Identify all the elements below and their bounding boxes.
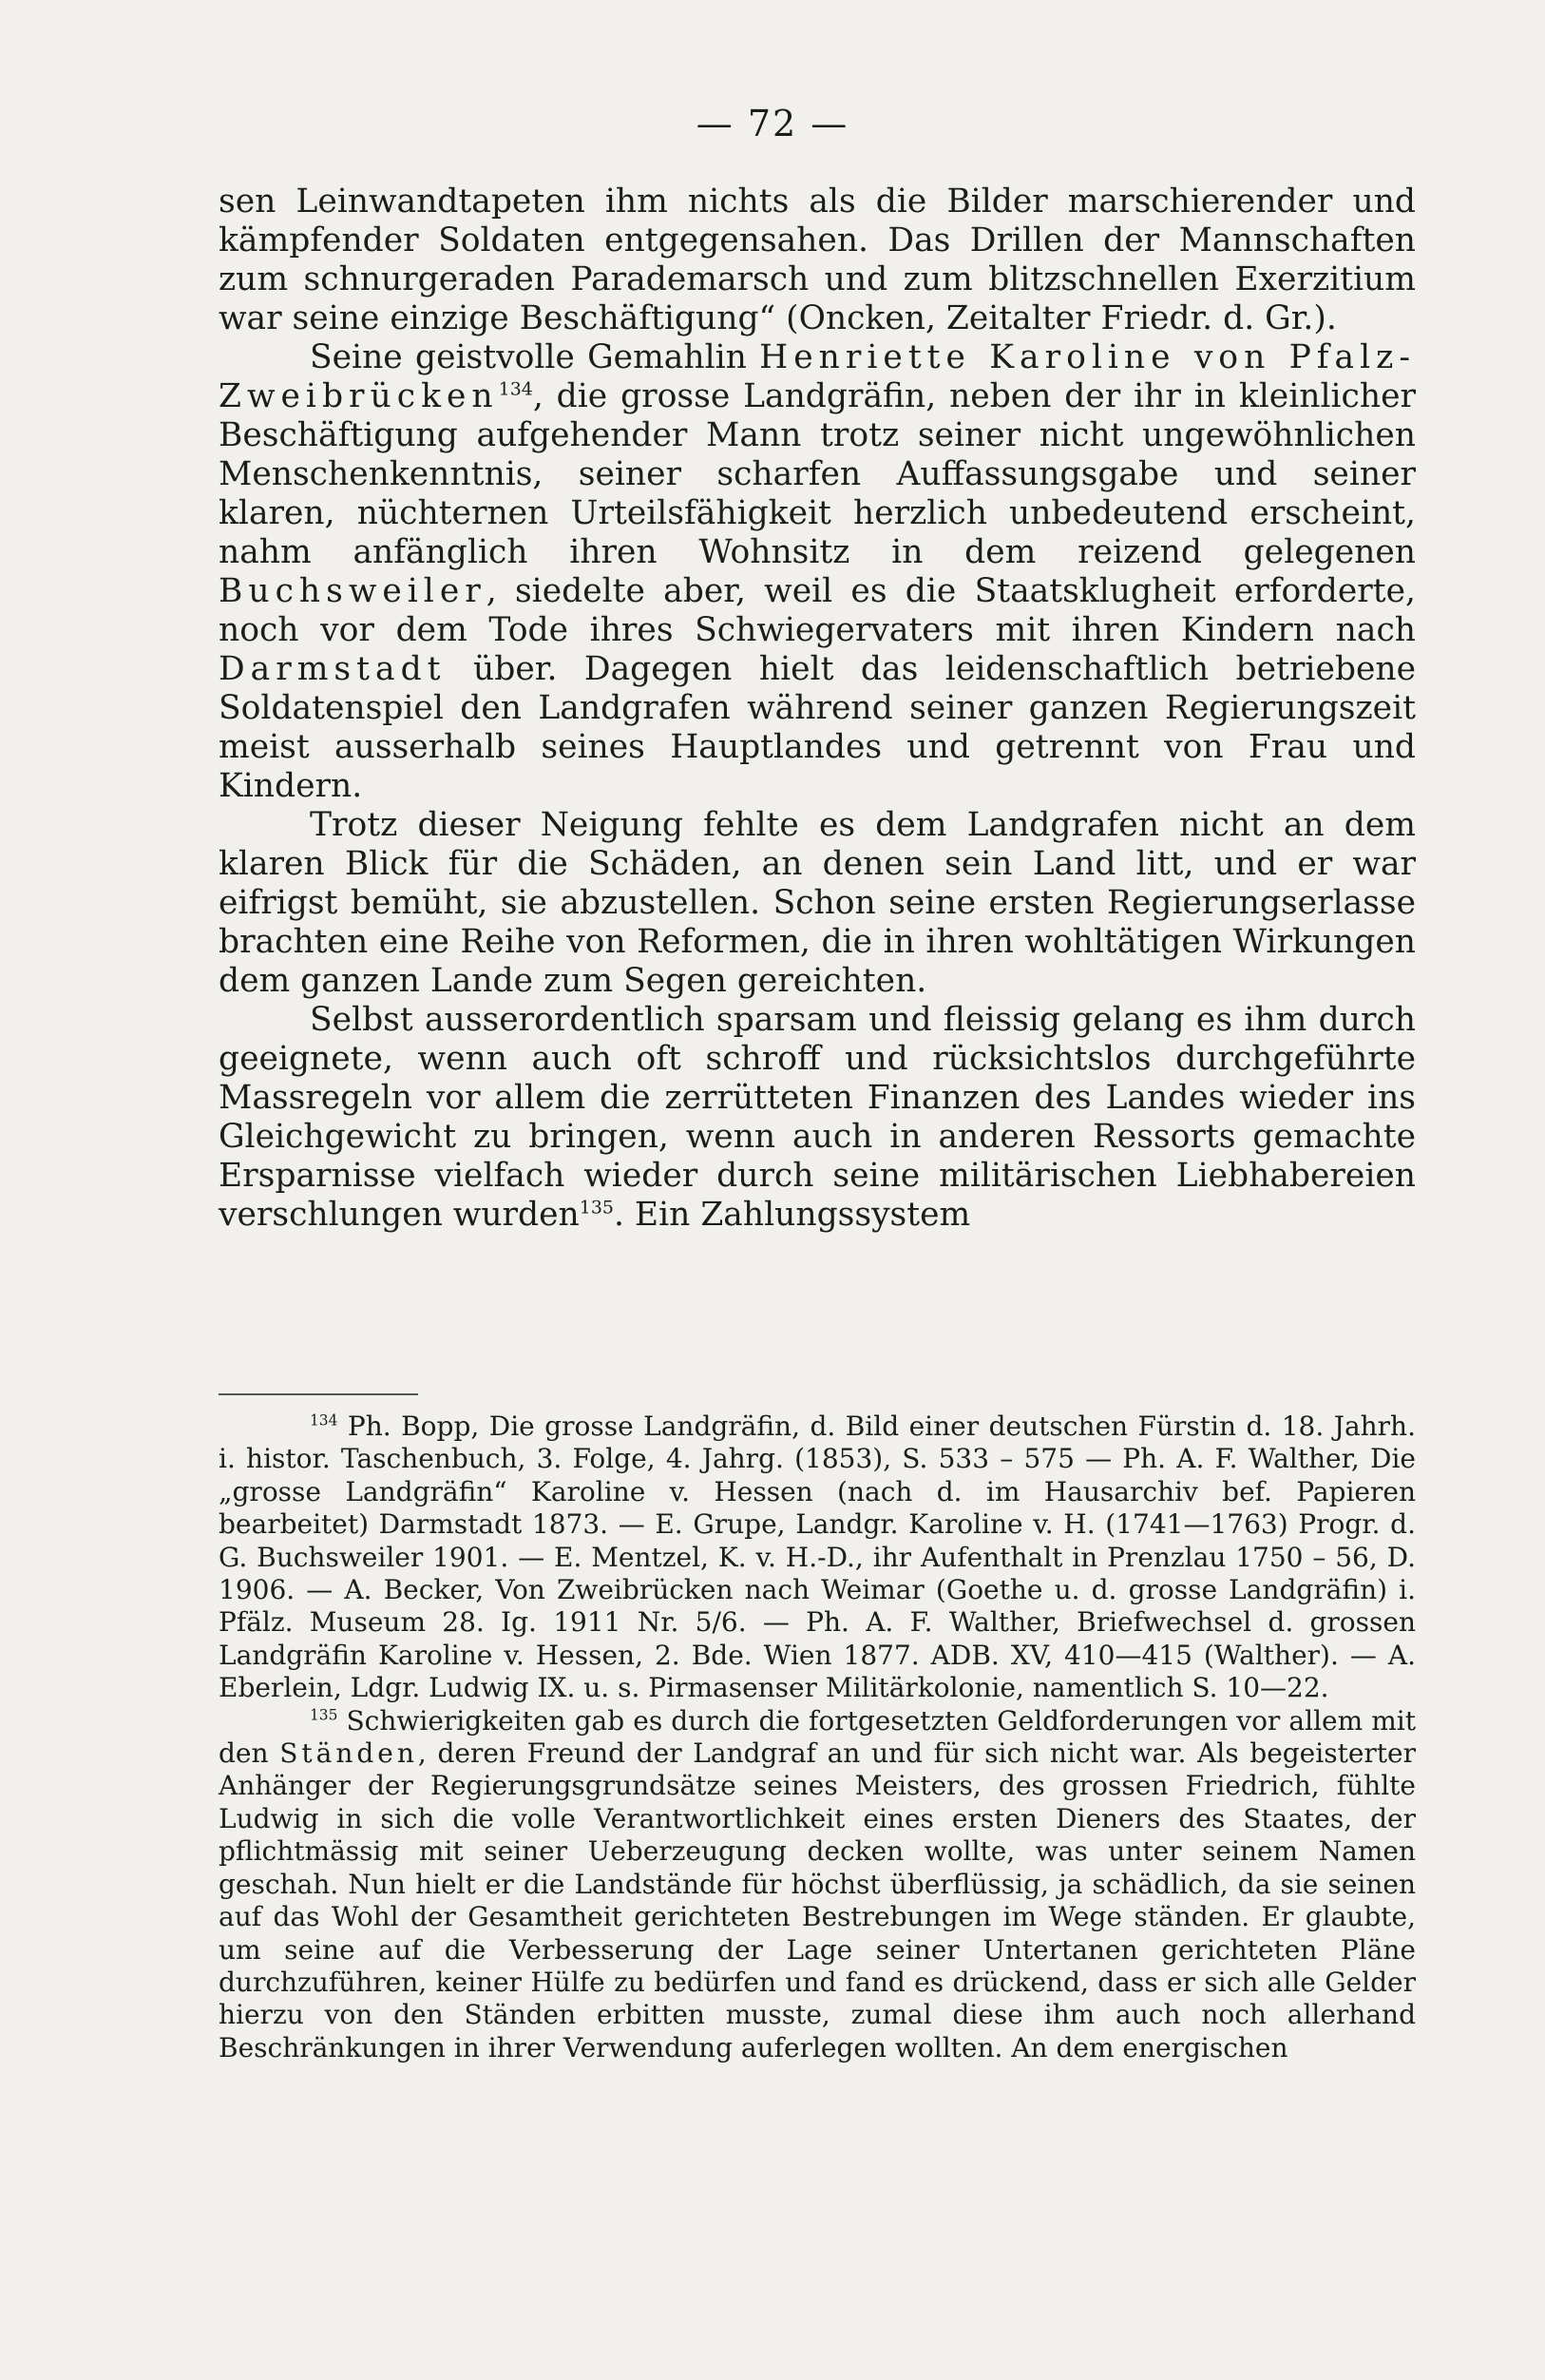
footnotes: [219, 1411, 1416, 2064]
page-number: — 72 —: [696, 103, 849, 144]
footnote-ref-134[interactable]: 134: [498, 378, 533, 400]
place-name-buchsweiler: Buchsweiler: [219, 572, 486, 610]
footnote-number-135: 135: [310, 1706, 338, 1724]
emphasis-staenden: Ständen: [279, 1737, 418, 1770]
paragraph-3: Trotz dieser Neigung fehlte es dem Landgrafen nicht an dem klaren Blick für die Schäden, an denen sein Land litt, und er war eifrigst bemüht, sie abzustellen. Schon seine ersten Regierungserlasse brachten eine Reihe von Reformen, die in ihren wohltätigen Wirkungen dem ganzen Lande zum Segen gereichten.: [219, 806, 1416, 1000]
paragraph-1: sen Leinwandtapeten ihm nichts als die Bilder marschierender und kämpfender Soldaten entgegensahen. Das Drillen der Mannschaften zum schnurgeraden Parademarsch und zum blitzschnellen Exerzitium war seine einzige Beschäftigung“ (Oncken, Zeitalter Friedr. d. Gr.).: [219, 182, 1416, 337]
place-name-darmstadt: Darmstadt: [219, 650, 447, 688]
paragraph-2: Seine geistvolle Gemahlin Henriette Karoline von Pfalz-Zweibrücken$^{134}$, die grosse Landgräfin, neben der ihr in kleinlicher Beschäftigung aufgehender Mann trotz seiner nicht ungewöhnlichen Menschenkenntnis, seiner scharfen Auffassungsgabe und seiner klaren, nüchternen Urteilsfähigkeit herzlich unbedeutend erscheint, nahm anfänglich ihren Wohnsitz in dem reizend gelegenen Buchsweiler, siedelte aber, weil es die Staatsklugheit erforderte, noch vor dem Tode ihres Schwiegervaters mit ihren Kindern nach Darmstadt über. Dagegen hielt das leidenschaftlich betriebene Soldatenspiel den Landgrafen während seiner ganzen Regierungszeit meist ausserhalb seines Hauptlandes und getrennt von Frau und Kindern.: [219, 338, 1416, 805]
footnote-ref-135[interactable]: 135: [579, 1197, 614, 1219]
main-text: [219, 182, 1416, 1235]
footnote-134: $^{134}$ Ph. Bopp, Die grosse Landgräfin, d. Bild einer deutschen Fürstin d. 18. Jahrh. i. histor. Taschenbuch, 3. Folge, 4. Jahrg. (1853), S. 533 – 575 — Ph. A. F. Walther, Die „grosse Landgräfin“ Karoline v. Hessen (nach d. im Hausarchiv bef. Papieren bearbeitet) Darmstadt 1873. — E. Grupe, Landgr. Karoline v. H. (1741—1763) Progr. d. G. Buchsweiler 1901. — E. Mentzel, K. v. H.-D., ihr Aufenthalt in Prenzlau 1750 – 56, D. 1906. — A. Becker, Von Zweibrücken nach Weimar (Goethe u. d. grosse Landgräfin) i. Pfälz. Museum 28. Ig. 1911 Nr. 5/6. — Ph. A. F. Walther, Briefwechsel d. grossen Landgräfin Karoline v. Hessen, 2. Bde. Wien 1877. ADB. XV, 410—415 (Walther). — A. Eberlein, Ldgr. Ludwig IX. u. s. Pirmasenser Militärkolonie, namentlich S. 10—22.: [219, 1411, 1416, 1704]
paragraph-4: Selbst ausserordentlich sparsam und fleissig gelang es ihm durch geeignete, wenn auch oft schroff und rücksichtslos durchgeführte Massregeln vor allem die zerrütteten Finanzen des Landes wieder ins Gleichgewicht zu bringen, wenn auch in anderen Ressorts gemachte Ersparnisse vielfach wieder durch seine militärischen Liebhabereien verschlungen wurden$^{135}$. Ein Zahlungssystem: [219, 1001, 1416, 1234]
footnote-divider: [219, 1393, 418, 1395]
person-name: Henriette Karoline von Pfalz-Zweibrücken: [219, 338, 1416, 415]
footnote-number-134: 134: [310, 1411, 338, 1430]
footnote-135: $^{135}$ Schwierigkeiten gab es durch die fortgesetzten Geldforderungen vor allem mit den Ständen, deren Freund der Landgraf an und für sich nicht war. Als begeisterter Anhänger der Regierungsgrundsätze seines Meisters, des grossen Friedrich, fühlte Ludwig in sich die volle Verantwortlichkeit eines ersten Dieners des Staates, der pflichtmässig mit seiner Ueberzeugung decken wollte, was unter seinem Namen geschah. Nun hielt er die Landstände für höchst überflüssig, ja schädlich, da sie seinen auf das Wohl der Gesamtheit gerichteten Bestrebungen im Wege ständen. Er glaubte, um seine auf die Verbesserung der Lage seiner Untertanen gerichteten Pläne durchzuführen, keiner Hülfe zu bedürfen und fand es drückend, dass er sich alle Gelder hierzu von den Ständen erbitten musste, zumal diese ihm auch noch allerhand Beschränkungen in ihrer Verwendung auferlegen wollten. An dem energischen: [219, 1704, 1416, 2063]
